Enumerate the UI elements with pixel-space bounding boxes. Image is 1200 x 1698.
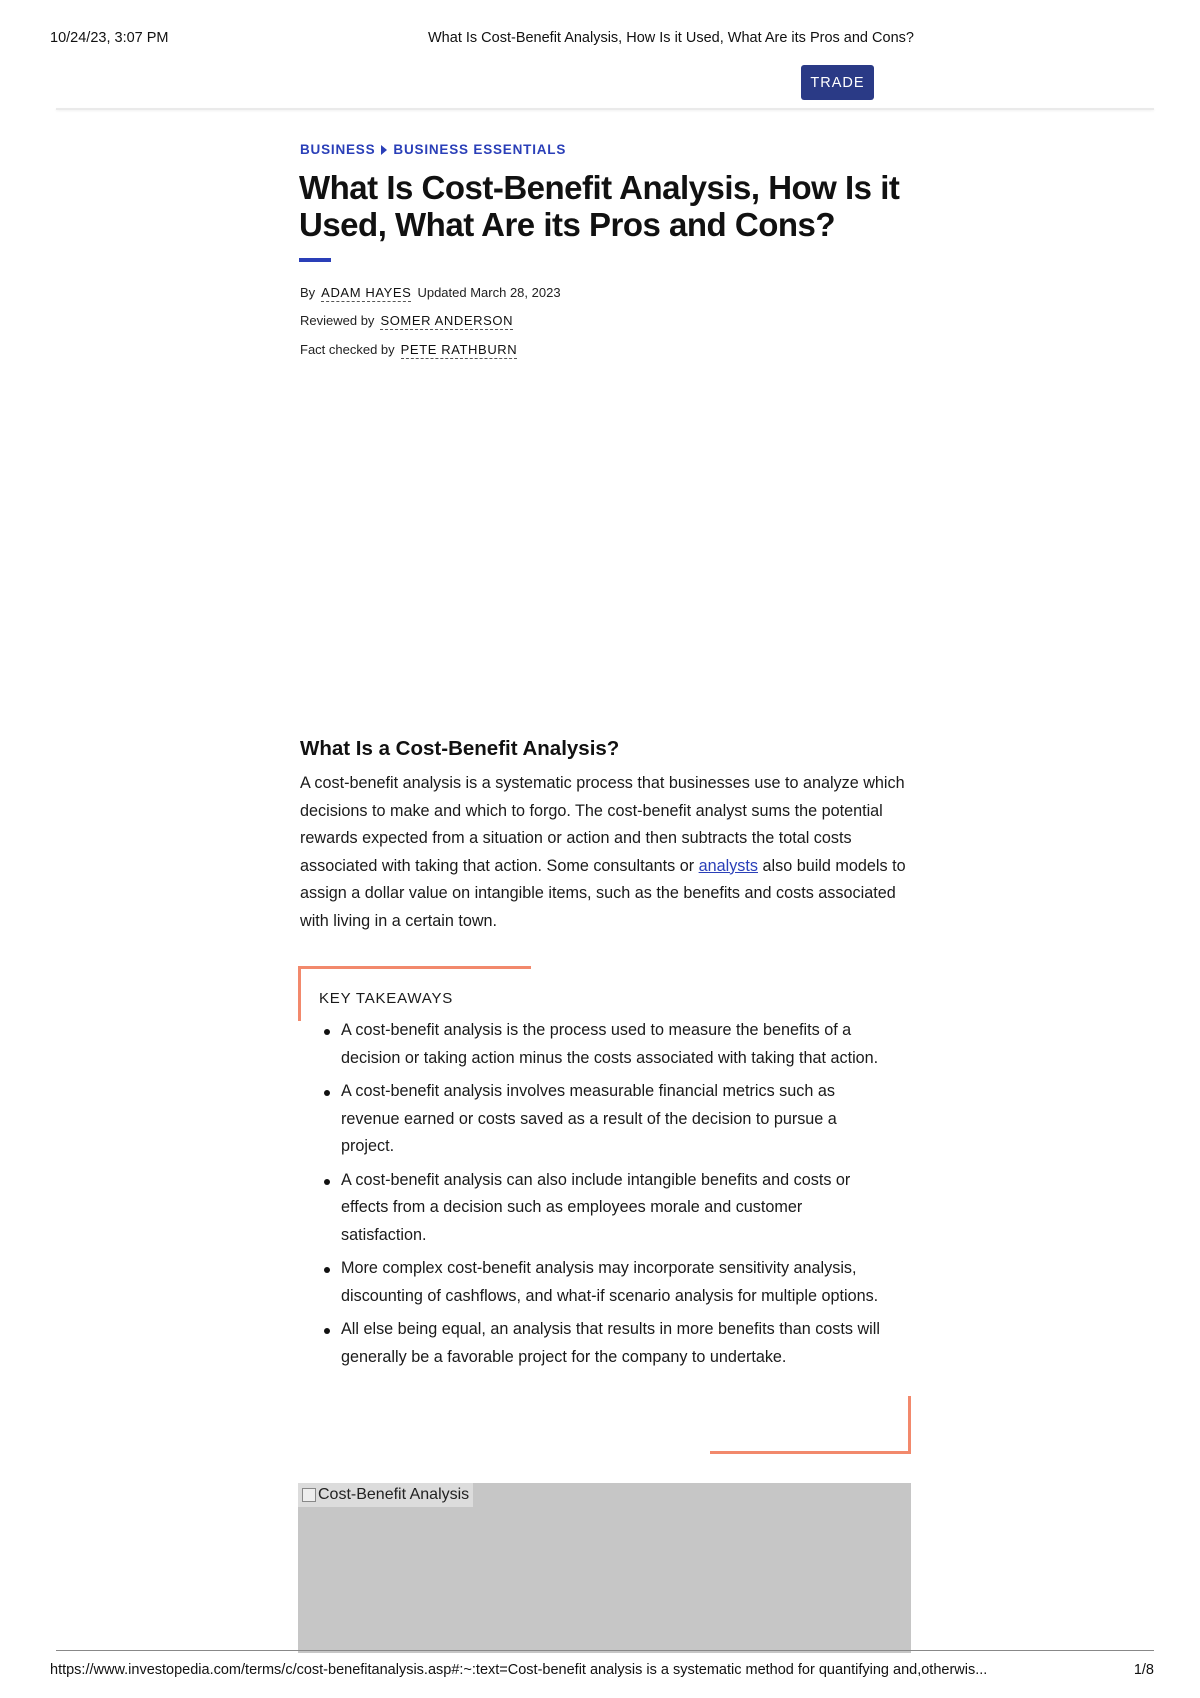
title-accent-bar xyxy=(299,258,331,262)
print-header xyxy=(50,30,1160,50)
reviewer-link[interactable]: SOMER ANDERSON xyxy=(380,313,514,328)
breadcrumb xyxy=(300,142,566,157)
page-title: What Is Cost-Benefit Analysis, How Is it Used, What Are its Pros and Cons? xyxy=(299,169,900,243)
list-item xyxy=(320,1255,892,1310)
page-number: 1/8 xyxy=(1133,1662,1154,1678)
figure-alt xyxy=(298,1483,473,1507)
list-item xyxy=(320,1017,892,1072)
key-takeaways-box xyxy=(298,966,911,1454)
breadcrumb-item-business-essentials[interactable]: BUSINESS ESSENTIALS xyxy=(393,142,567,157)
byline-reviewer xyxy=(300,313,513,330)
list-item-text: A cost-benefit analysis is the process used to measure the benefits of a decision or taking action minus the costs associated with taking that action. xyxy=(341,1021,879,1067)
list-item xyxy=(320,1316,892,1371)
bullet-icon xyxy=(324,1179,330,1185)
author-link[interactable]: ADAM HAYES xyxy=(321,285,412,300)
bullet-icon xyxy=(324,1029,330,1035)
print-url: https://www.investopedia.com/terms/c/cost-benefitanalysis.asp#:~:text=Cost-benefit analysis is a systematic method for quantifying and,otherwis... xyxy=(50,1662,988,1678)
intro-text-before: A cost-benefit analysis is a systematic process that businesses use to analyze which decisions to make and which to forgo. The cost-benefit analyst sums the potential rewards expected from a situation or action and then subtracts the total costs associated with taking that action. Some consultants or xyxy=(300,774,905,875)
fact-checked-label: Fact checked by xyxy=(300,342,395,357)
list-item-text: A cost-benefit analysis can also include intangible benefits and costs or effects from a decision such as employees morale and customer satisfaction. xyxy=(341,1170,851,1244)
list-item-text: All else being equal, an analysis that results in more benefits than costs will generally be a favorable project for the company to undertake. xyxy=(341,1320,880,1366)
byline-author xyxy=(300,285,561,302)
byline-by-label: By xyxy=(300,285,316,300)
article-figure xyxy=(298,1483,911,1653)
reviewed-by-label: Reviewed by xyxy=(300,313,375,328)
list-item xyxy=(320,1167,892,1250)
key-takeaways-bottom-border xyxy=(710,1396,911,1454)
broken-image-icon xyxy=(302,1488,316,1502)
print-footer xyxy=(50,1662,1160,1682)
updated-date: Updated March 28, 2023 xyxy=(417,285,561,300)
analysts-link[interactable]: analysts xyxy=(698,856,758,875)
trade-button[interactable]: TRADE xyxy=(801,65,874,100)
breadcrumb-item-business[interactable]: BUSINESS xyxy=(300,142,376,157)
header-divider xyxy=(56,108,1154,110)
key-takeaways-heading: KEY TAKEAWAYS xyxy=(319,990,454,1007)
figure-alt-text: Cost-Benefit Analysis xyxy=(318,1486,470,1503)
bullet-icon xyxy=(324,1267,330,1273)
bullet-icon xyxy=(324,1090,330,1096)
print-datetime: 10/24/23, 3:07 PM xyxy=(50,30,169,46)
list-item xyxy=(320,1078,892,1161)
print-page-title: What Is Cost-Benefit Analysis, How Is it Used, What Are its Pros and Cons? xyxy=(428,30,914,46)
intro-paragraph xyxy=(300,770,912,935)
chevron-right-icon xyxy=(381,145,387,155)
bullet-icon xyxy=(324,1328,330,1334)
list-item-text: More complex cost-benefit analysis may incorporate sensitivity analysis, discounting of cashflows, and what-if scenario analysis for multiple options. xyxy=(341,1259,879,1305)
intro-text-after: also build models to assign a dollar value on intangible items, such as the benefits and costs associated with living in a certain town. xyxy=(300,856,906,930)
fact-checker-link[interactable]: PETE RATHBURN xyxy=(400,342,518,357)
list-item-text: A cost-benefit analysis involves measurable financial metrics such as revenue earned or costs saved as a result of the decision to pursue a project. xyxy=(341,1082,837,1155)
section-heading: What Is a Cost-Benefit Analysis? xyxy=(300,737,620,760)
footer-divider xyxy=(56,1650,1154,1651)
byline-fact-checker xyxy=(300,342,517,359)
key-takeaways-list xyxy=(320,1017,892,1377)
